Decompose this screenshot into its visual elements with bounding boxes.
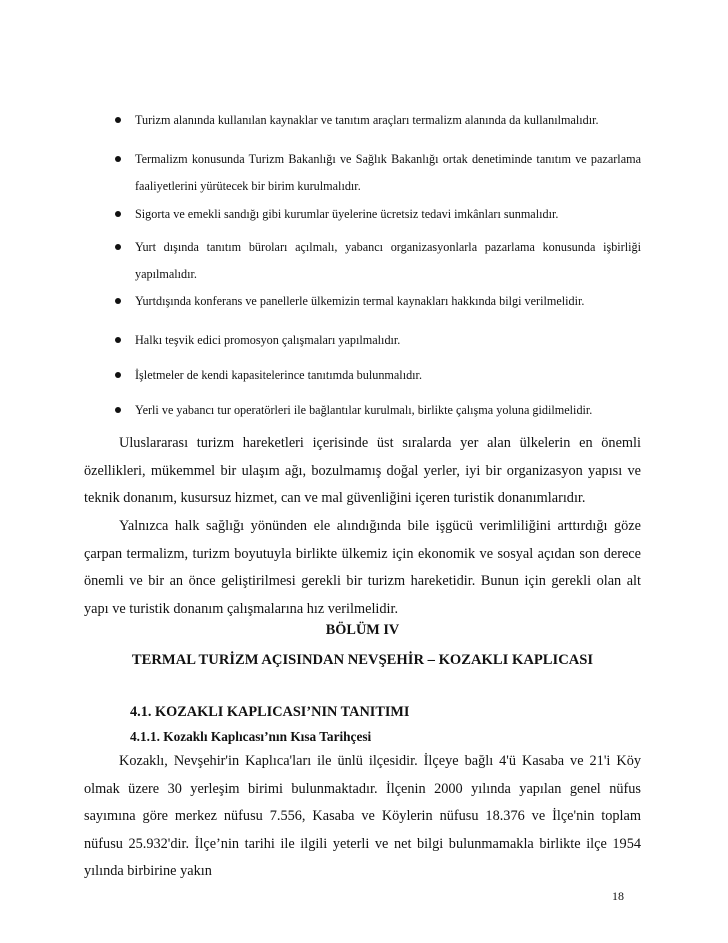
- bullet-icon: [115, 117, 121, 123]
- page-number: 18: [612, 889, 624, 903]
- list-item: [135, 146, 641, 200]
- list-item-text: Yurt dışında tanıtım büroları açılmalı, yabancı organizasyonlarla pazarlama konusunda işbirliği yapılmalıdır.: [135, 240, 641, 281]
- list-item-text: Turizm alanında kullanılan kaynaklar ve tanıtım araçları termalizm alanında da kullanılmalıdır.: [135, 113, 599, 127]
- bullet-icon: [115, 407, 121, 413]
- list-item: [135, 288, 641, 315]
- list-item: [135, 397, 641, 424]
- chapter-title: TERMAL TURİZM AÇISINDAN NEVŞEHİR – KOZAKLI KAPLICASI: [131, 652, 594, 668]
- bullet-icon: [115, 156, 121, 162]
- body-paragraph: Uluslararası turizm hareketleri içerisinde üst sıralarda yer alan ülkelerin en önemli özellikleri, mükemmel bir ulaşım ağı, bozulmamış doğal yerler, iyi bir organizasyon yapısı ve teknik donanım, kusursuz hizmet, can ve mal güvenliğini içeren turistik donanımlarıdır.: [84, 435, 641, 506]
- list-item-text: Halkı teşvik edici promosyon çalışmaları yapılmalıdır.: [135, 333, 401, 347]
- list-item-text: Yerli ve yabancı tur operatörleri ile bağlantılar kurulmalı, birlikte çalışma yoluna gidilmelidir.: [135, 403, 593, 417]
- bullet-icon: [115, 298, 121, 304]
- list-item: [135, 234, 641, 288]
- list-item: [135, 362, 641, 389]
- list-item: [135, 107, 641, 134]
- bullet-icon: [115, 244, 121, 250]
- bullet-icon: [115, 211, 121, 217]
- list-item-text: Termalizm konusunda Turizm Bakanlığı ve Sağlık Bakanlığı ortak denetiminde tanıtım ve pazarlama faaliyetlerini yürütecek bir birim kurulmalıdır.: [135, 152, 641, 193]
- section-heading: 4.1. KOZAKLI KAPLICASI’NIN TANITIMI: [130, 704, 410, 720]
- subsection-heading: 4.1.1. Kozaklı Kaplıcası’nın Kısa Tarihçesi: [130, 729, 372, 744]
- body-paragraph: Yalnızca halk sağlığı yönünden ele alındığında bile işgücü verimliliğini arttırdığı göze çarpan termalizm, turizm boyutuyla birlikte ülkemiz için ekonomik ve sosyal açıdan son derece önemli ve bir an önce geliştirilmesi gerekli bir turizm hareketidir. Bunun için gerekli olan alt yapı ve turistik donanım çalışmalarına hız verilmelidir.: [84, 518, 641, 617]
- list-item: [135, 327, 641, 354]
- section-body-paragraph: Kozaklı, Nevşehir'in Kaplıca'ları ile ünlü ilçesidir. İlçeye bağlı 4'ü Kasaba ve 21'i Köy olmak üzere 30 yerleşim birimi bulunmaktadır. İlçenin 2000 yılında yapılan genel nüfus sayımına göre merkez nüfusu 7.556, Kasaba ve Köylerin nüfusu 18.376 ve İlçe'nin toplam nüfusu 25.932'dir. İlçe’nin tarihi ile ilgili yeterli ve net bilgi bulunmamakla birlikte ilçe 1954 yılında birbirine yakın: [84, 753, 641, 879]
- bullet-icon: [115, 372, 121, 378]
- chapter-label: BÖLÜM IV: [325, 622, 400, 638]
- list-item-text: İşletmeler de kendi kapasitelerince tanıtımda bulunmalıdır.: [135, 368, 422, 382]
- list-item-text: Yurtdışında konferans ve panellerle ülkemizin termal kaynakları hakkında bilgi verilmelidir.: [135, 294, 585, 308]
- list-item-text: Sigorta ve emekli sandığı gibi kurumlar üyelerine ücretsiz tedavi imkânları sunmalıdır.: [135, 207, 559, 221]
- bullet-icon: [115, 337, 121, 343]
- list-item: [135, 201, 641, 228]
